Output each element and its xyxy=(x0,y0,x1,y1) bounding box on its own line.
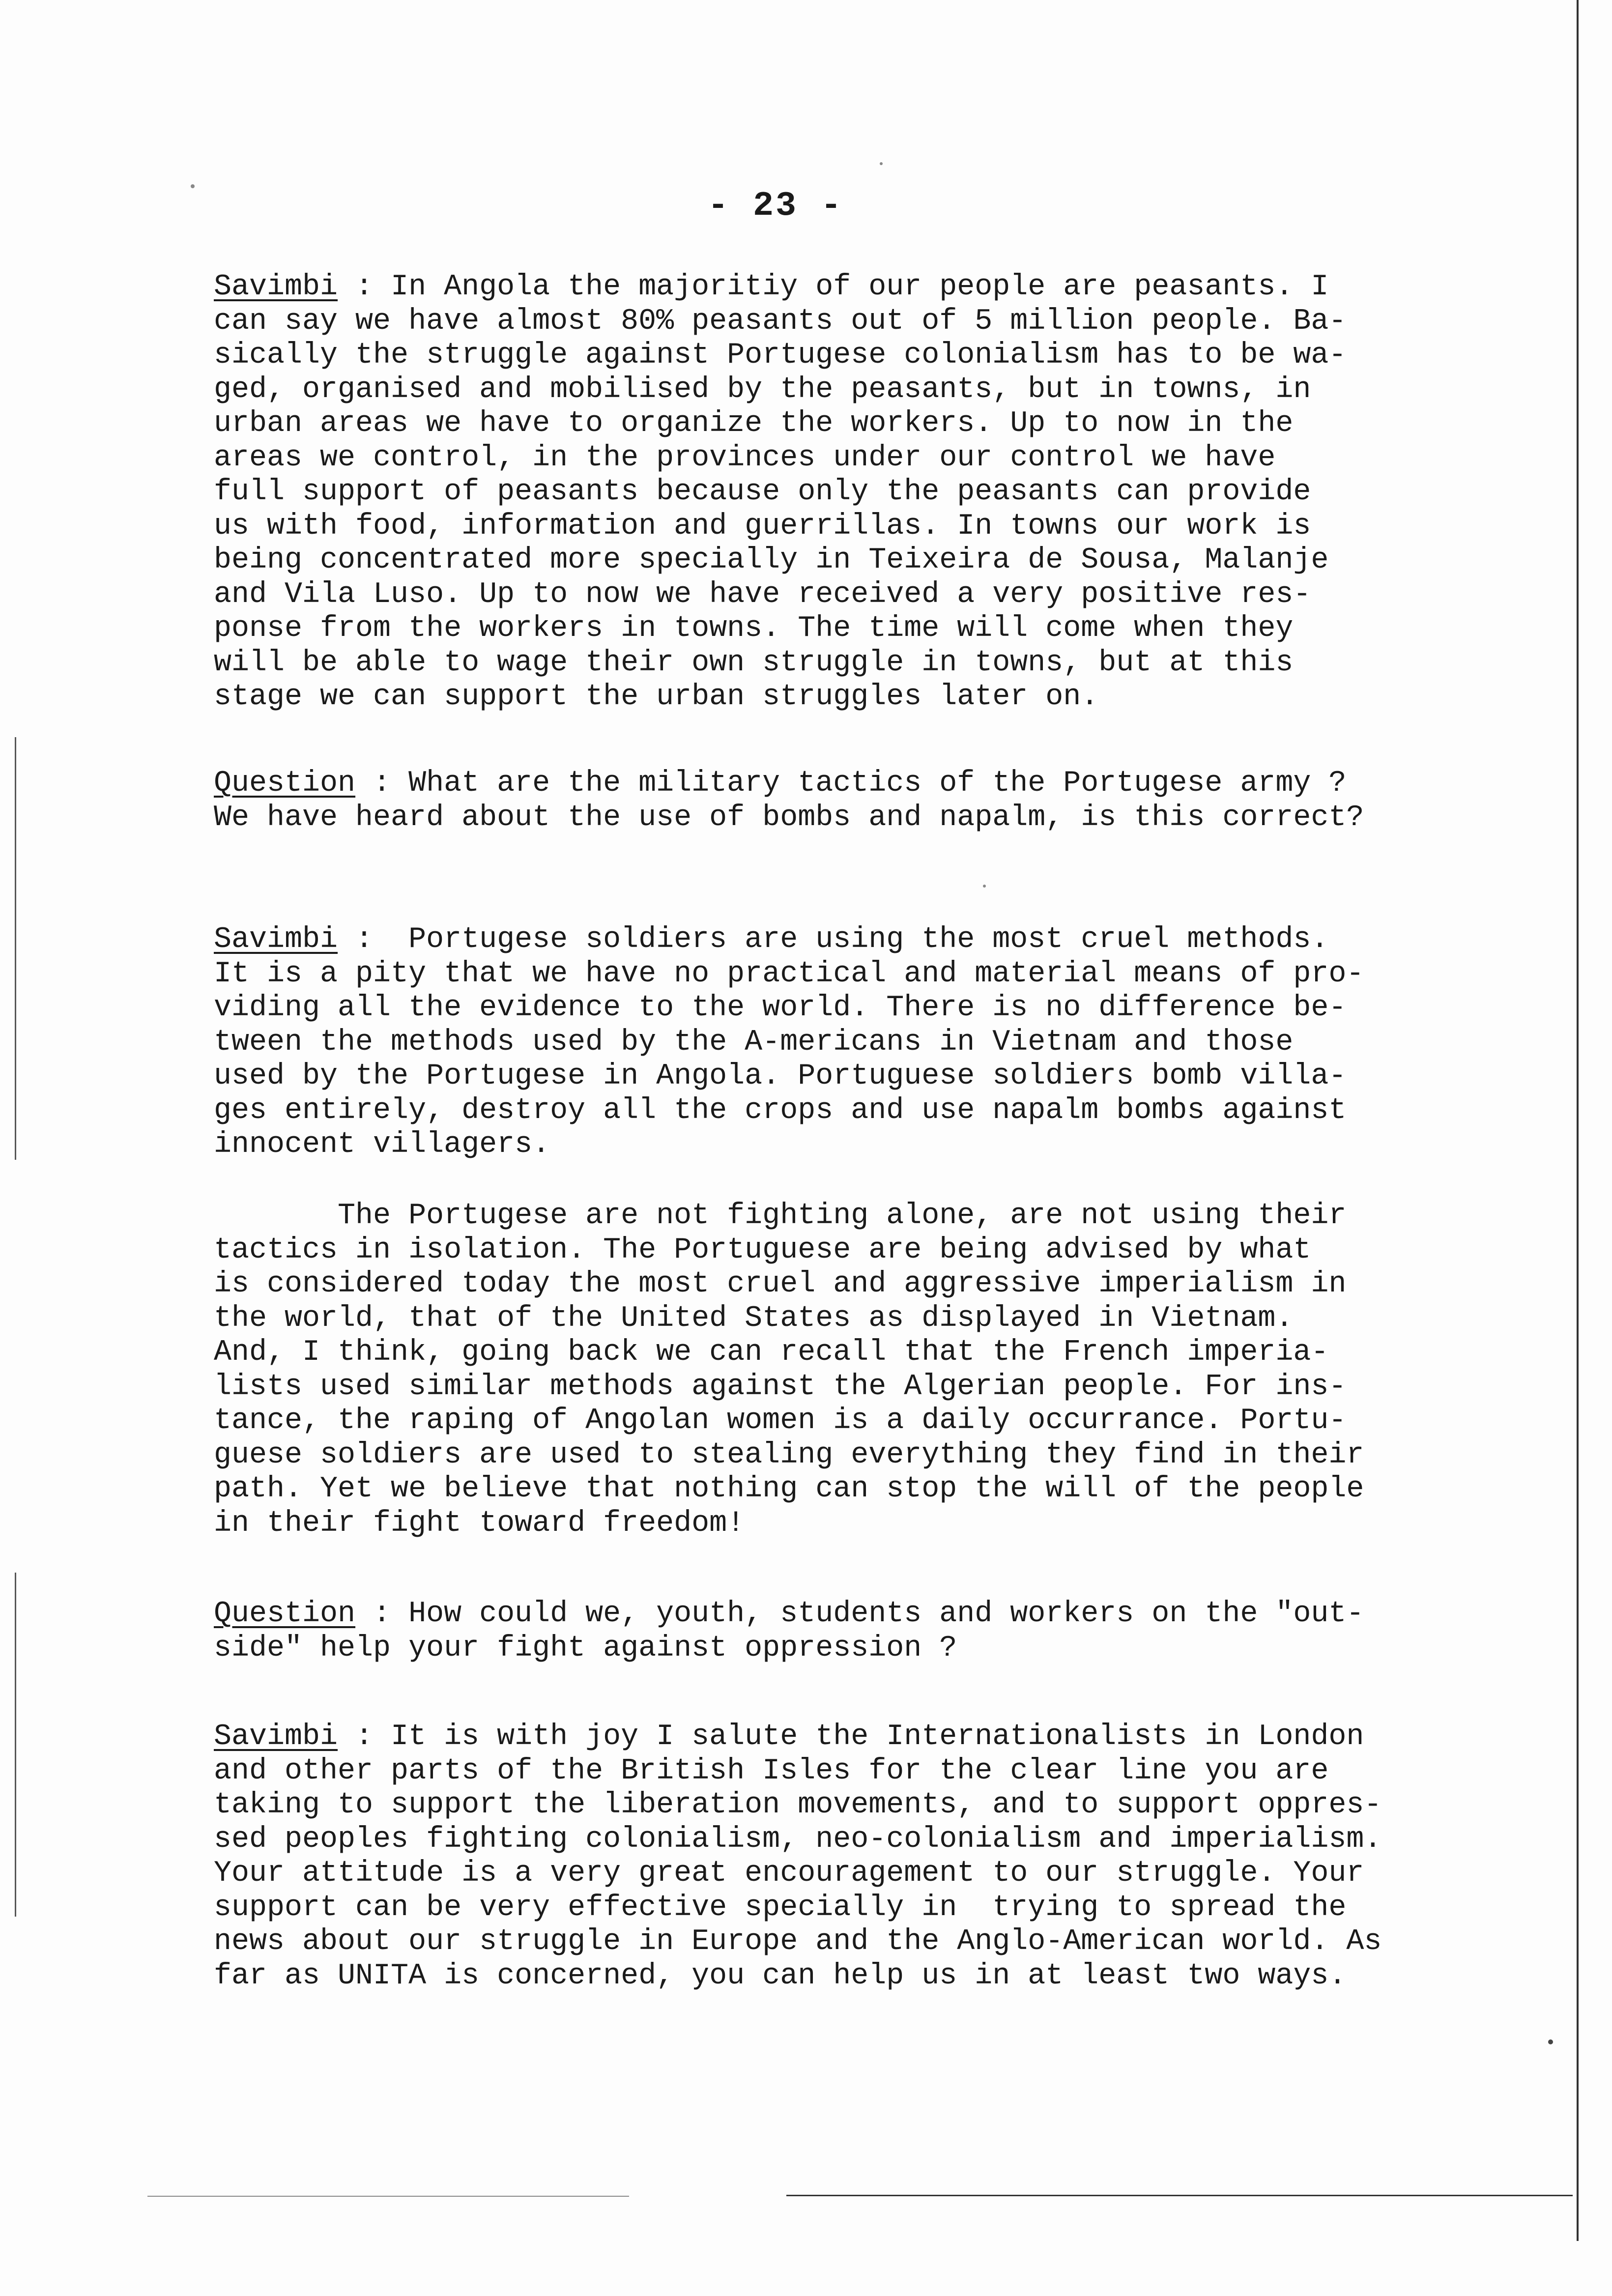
paragraph-line: used by the Portugese in Angola. Portuguese soldiers bomb villa- xyxy=(214,1060,1347,1093)
paragraph-line: ged, organised and mobilised by the peasants, but in towns, in xyxy=(214,373,1311,406)
paragraph-line: lists used similar methods against the Algerian people. For ins- xyxy=(214,1370,1347,1404)
line-text: : It is with joy I salute the Internationalists in London xyxy=(338,1720,1364,1753)
paragraph-line: is considered today the most cruel and aggressive imperialism in xyxy=(214,1267,1347,1301)
speaker-label: Savimbi xyxy=(214,1720,338,1753)
paragraph-first-line xyxy=(214,270,1531,305)
savimbi-answer-peasants xyxy=(214,270,1531,715)
paragraph-line: sed peoples fighting colonialism, neo-colonialism and imperialism. xyxy=(214,1822,1382,1856)
paragraph-line: viding all the evidence to the world. There is no difference be- xyxy=(214,991,1347,1025)
paragraph-line: taking to support the liberation movements, and to support oppres- xyxy=(214,1788,1382,1822)
paragraph-line: will be able to wage their own struggle in towns, but at this xyxy=(214,646,1294,680)
page-number: - 23 - xyxy=(708,187,844,226)
line-text: : In Angola the majoritiy of our people are peasants. I xyxy=(338,270,1329,304)
line-text: : How could we, youth, students and workers on the "out- xyxy=(355,1597,1364,1631)
paragraph-imperialism xyxy=(214,1199,1531,1541)
paragraph-line: And, I think, going back we can recall that the French imperia- xyxy=(214,1336,1329,1369)
paragraph-line: being concentrated more specially in Teixeira de Sousa, Malanje xyxy=(214,544,1329,577)
paragraph-line: support can be very effective specially in trying to spread the xyxy=(214,1891,1347,1924)
paragraph-line: It is a pity that we have no practical and material means of pro- xyxy=(214,957,1364,991)
paragraph-first-line xyxy=(214,1597,1531,1632)
paragraph-line: far as UNITA is concerned, you can help us in at least two ways. xyxy=(214,1959,1347,1993)
paragraph-line: guese soldiers are used to stealing everything they find in their xyxy=(214,1438,1364,1472)
scan-edge-line-left xyxy=(15,737,16,1160)
paragraph-line: ponse from the workers in towns. The time will come when they xyxy=(214,612,1294,645)
scan-speck xyxy=(983,885,986,888)
question-outside-help xyxy=(214,1597,1531,1665)
scan-speck xyxy=(880,162,883,165)
paragraph-line: news about our struggle in Europe and the Anglo-American world. As xyxy=(214,1925,1382,1958)
paragraph-line: Your attitude is a very great encouragement to our struggle. Your xyxy=(214,1857,1364,1890)
line-text: The Portugese are not fighting alone, are not using their xyxy=(214,1199,1347,1233)
paragraph-line: stage we can support the urban struggles later on. xyxy=(214,680,1099,714)
paragraph-line: and other parts of the British Isles for the clear line you are xyxy=(214,1754,1329,1788)
paragraph-line: path. Yet we believe that nothing can stop the will of the people xyxy=(214,1472,1364,1506)
paragraph-line: the world, that of the United States as displayed in Vietnam. xyxy=(214,1301,1294,1335)
paragraph-first-line xyxy=(214,923,1531,957)
paragraph-line: us with food, information and guerrillas. In towns our work is xyxy=(214,509,1311,543)
scan-edge-line-right xyxy=(1577,0,1579,2241)
scan-edge-line-left-lower xyxy=(15,1573,16,1917)
scan-speck xyxy=(191,184,195,188)
line-text: : Portugese soldiers are using the most cruel methods. xyxy=(338,923,1329,956)
savimbi-answer-cruel-methods xyxy=(214,923,1531,1162)
paragraph-line: ges entirely, destroy all the crops and use napalm bombs against xyxy=(214,1093,1347,1127)
paragraph-first-line xyxy=(214,1199,1531,1234)
paragraph-line: and Vila Luso. Up to now we have received a very positive res- xyxy=(214,577,1311,611)
paragraph-line: tween the methods used by the A-mericans in Vietnam and those xyxy=(214,1025,1294,1059)
paragraph-line: areas we control, in the provinces under our control we have xyxy=(214,441,1276,475)
paragraph-line: can say we have almost 80% peasants out of 5 million people. Ba- xyxy=(214,304,1347,338)
speaker-label: Question xyxy=(214,1597,356,1631)
line-text: : What are the military tactics of the Portugese army ? xyxy=(355,767,1347,800)
scan-speck xyxy=(1548,2039,1553,2044)
paragraph-line: side" help your fight against oppression ? xyxy=(214,1631,957,1665)
speaker-label: Savimbi xyxy=(214,923,338,956)
speaker-label: Question xyxy=(214,767,356,800)
paragraph-line: We have heard about the use of bombs and napalm, is this correct? xyxy=(214,801,1364,834)
paragraph-line: full support of peasants because only the peasants can provide xyxy=(214,475,1311,509)
savimbi-answer-internationalists xyxy=(214,1720,1531,1993)
paragraph-line: urban areas we have to organize the workers. Up to now in the xyxy=(214,407,1294,440)
speaker-label: Savimbi xyxy=(214,270,338,304)
paragraph-first-line xyxy=(214,767,1531,801)
paragraph-line: tactics in isolation. The Portuguese are being advised by what xyxy=(214,1233,1311,1267)
scan-bottom-rule-right xyxy=(786,2195,1573,2196)
paragraph-line: sically the struggle against Portugese colonialism has to be wa- xyxy=(214,339,1347,372)
paragraph-line: tance, the raping of Angolan women is a daily occurrance. Portu- xyxy=(214,1404,1347,1437)
paragraph-line: innocent villagers. xyxy=(214,1128,550,1161)
scan-bottom-rule-left xyxy=(147,2196,629,2197)
paragraph-first-line xyxy=(214,1720,1531,1754)
paragraph-line: in their fight toward freedom! xyxy=(214,1506,745,1540)
question-military-tactics xyxy=(214,767,1531,835)
